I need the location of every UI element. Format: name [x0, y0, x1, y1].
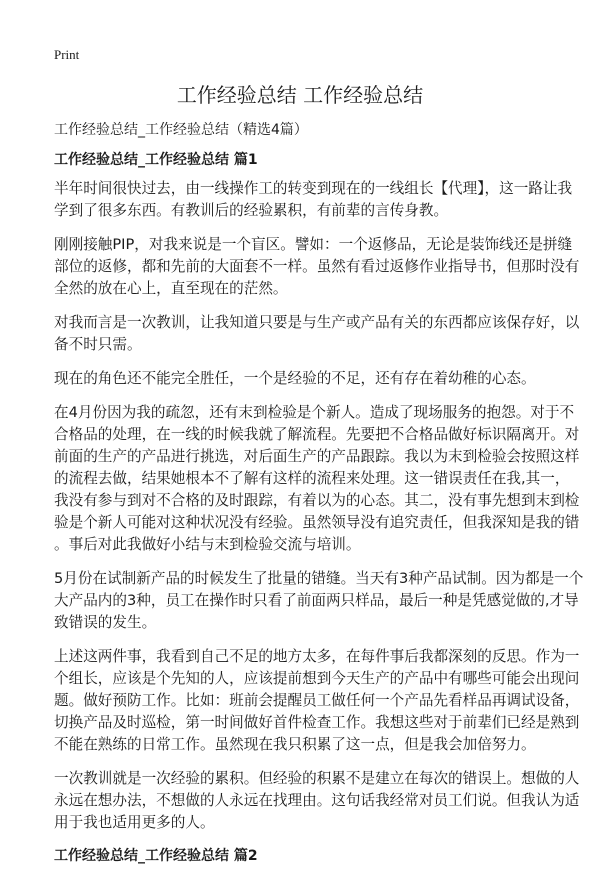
paragraph-line: 上述这两件事，我看到自己不足的地方太多，在每件事后我都深刻的反思。作为一 [54, 648, 580, 665]
article-body [54, 120, 584, 874]
paragraph-line: 大产品内的3种，员工在操作时只看了前面两只样品，最后一种是凭感觉做的,才导 [54, 592, 579, 609]
paragraph-line: 个组长，应该是个先知的人，应该提前想到今天生产的产品中有哪些可能会出现问 [54, 670, 580, 687]
paragraph-line: 5月份在试制新产品的时候发生了批量的错缝。当天有3种产品试制。因为都是一个 [54, 570, 584, 587]
paragraph-line: 前面的生产的产品进行挑选，对后面生产的产品跟踪。我以为末到检验会按照这样 [54, 448, 580, 465]
paragraph [54, 646, 580, 756]
paragraph-line: 刚刚接触PIP，对我来说是一个盲区。譬如：一个返修品，无论是装饰线还是拼缝 [54, 236, 573, 253]
paragraph-line: 一次教训就是一次经验的累积。但经验的积累不是建立在每次的错误上。想做的人 [54, 770, 580, 787]
paragraph-line: 半年时间很快过去，由一线操作工的转变到现在的一线组长【代理】，这一路让我 [54, 180, 573, 197]
paragraph-line: 对我而言是一次教训，让我知道只要是与生产或产品有关的东西都应该保存好，以 [54, 314, 580, 331]
sections [54, 150, 584, 866]
paragraph-line: 合格品的处理，在一线的时候我就了解流程。先要把不合格品做好标识隔离开。对 [54, 426, 580, 443]
paragraph-line: 。事后对此我做好小结与末到检验交流与培训。 [54, 536, 361, 553]
paragraph [54, 368, 574, 390]
paragraph-line: 永远在想办法，不想做的人永远在找理由。这句话我经常对员工们说。但我认为适 [54, 792, 580, 809]
section-heading: 工作经验总结_工作经验总结 篇1 [54, 152, 258, 168]
paragraph [54, 768, 580, 834]
paragraph-line: 用于我也适用更多的人。 [54, 814, 215, 831]
page-title: 工作经验总结 工作经验总结 [176, 83, 424, 107]
paragraph-line: 部位的返修，都和先前的大面套不一样。虽然有看过返修作业指导书，但那时没有 [54, 258, 580, 275]
paragraph-line: 备不时只需。 [54, 336, 142, 353]
paragraph-line: 不能在熟练的日常工作。虽然现在我只积累了这一点，但是我会加倍努力。 [54, 736, 536, 753]
article-subtitle: 工作经验总结_工作经验总结（精选4篇） [54, 122, 308, 138]
paragraph-line: 验是个新人可能对这种状况没有经验。虽然领导没有追究责任，但我深知是我的错 [54, 514, 580, 531]
paragraph [54, 568, 584, 634]
paragraph-line: 致错误的发生。 [54, 614, 157, 631]
paragraph-line: 的流程去做，结果她根本不了解有这样的流程来处理。这一错误责任在我,其一， [54, 470, 570, 487]
paragraph-line: 题。做好预防工作。比如：班前会提醒员工做任何一个产品先看样品再调试设备， [54, 692, 580, 709]
paragraph-line: 现在的角色还不能完全胜任，一个是经验的不足，还有存在着幼稚的心态。 [54, 370, 536, 387]
paragraph [54, 178, 574, 222]
paragraph-line: 学到了很多东西。有教训后的经验累积，有前辈的言传身教。 [54, 202, 449, 219]
print-link[interactable]: Print [54, 47, 80, 62]
paragraph [54, 234, 580, 300]
paragraph-line: 我没有参与到对不合格的及时跟踪，有着以为的心态。其二，没有事先想到末到检 [54, 492, 580, 509]
paragraph-line: 在4月份因为我的疏忽，还有末到检验是个新人。造成了现场服务的抱怨。对于不 [54, 404, 575, 421]
paragraph [54, 312, 580, 356]
paragraph [54, 402, 580, 556]
paragraph-line: 切换产品及时巡检，第一时间做好首件检查工作。我想这些对于前辈们已经是熟到 [54, 714, 580, 731]
paragraph-line: 全然的放在心上，直至现在的茫然。 [54, 280, 288, 297]
section-heading: 工作经验总结_工作经验总结 篇2 [54, 848, 258, 864]
